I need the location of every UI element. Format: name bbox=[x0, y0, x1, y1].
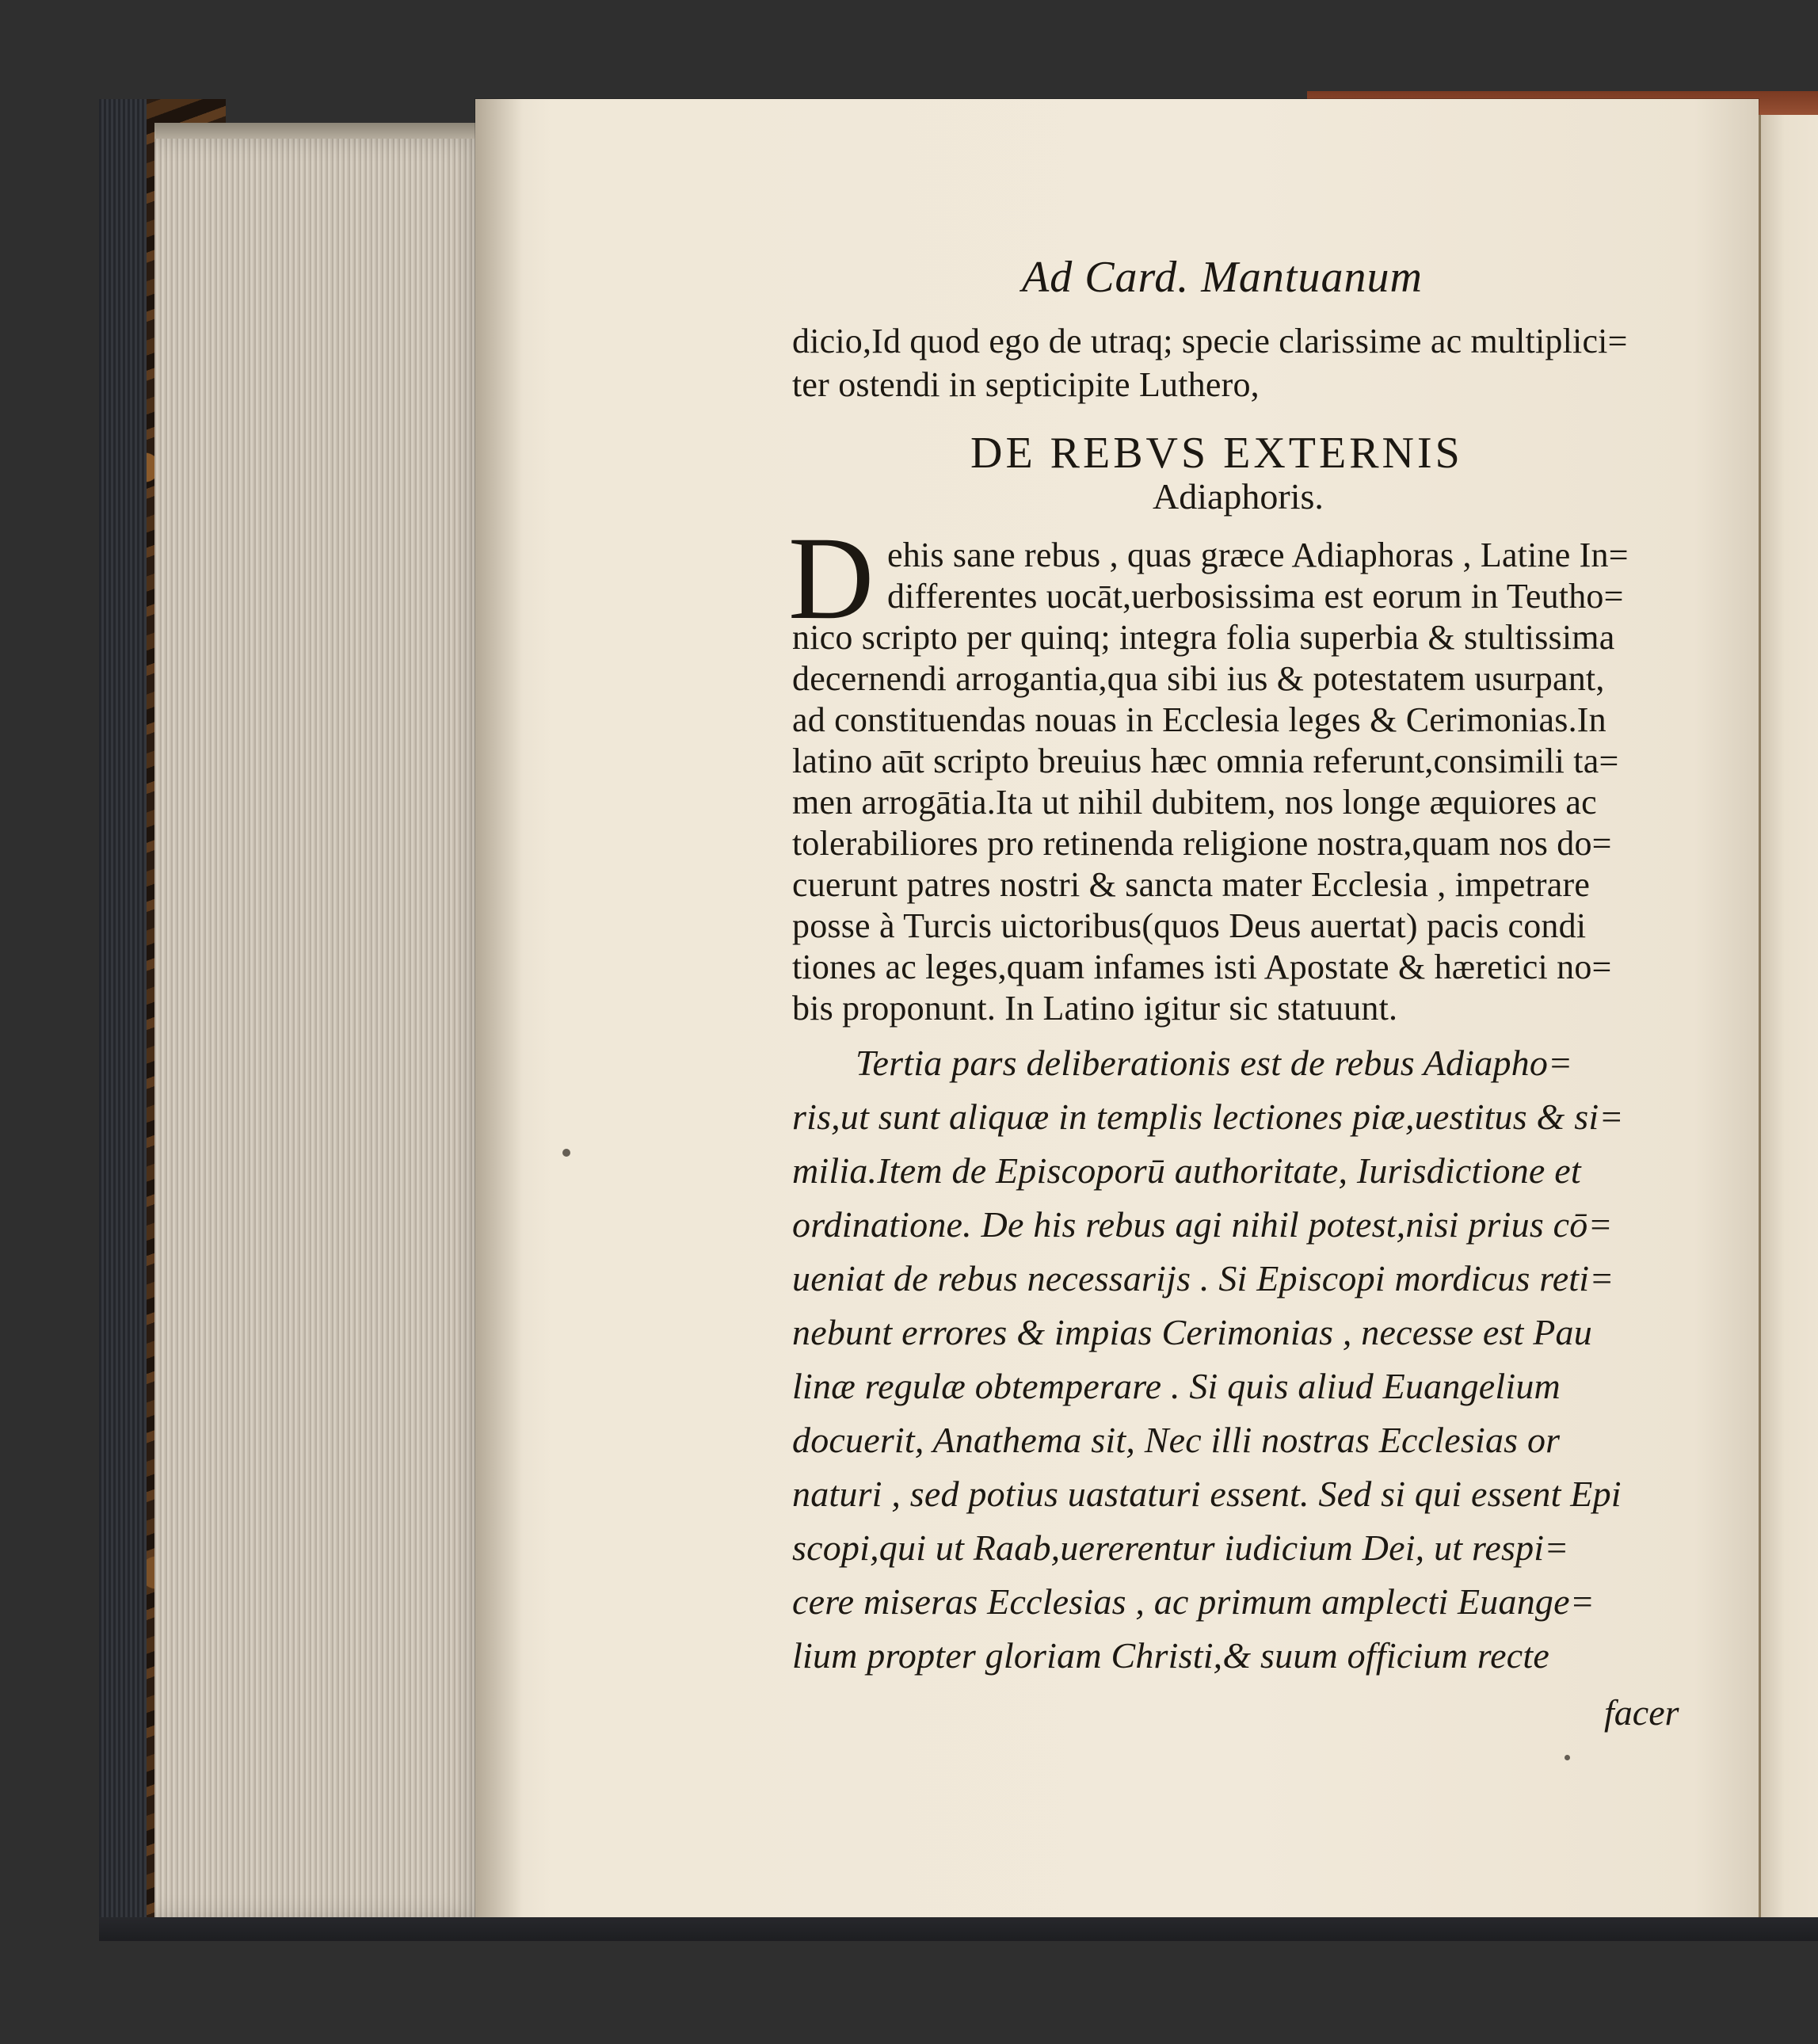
text-line: tiones ac leges,quam infames isti Apostate & hæretici no= bbox=[792, 948, 1612, 986]
catchword: facer bbox=[1604, 1692, 1679, 1733]
text-line: cuerunt patres nostri & sancta mater Ecclesia , impetrare bbox=[792, 865, 1591, 904]
text-line: tolerabiliores pro retinenda religione nostra,quam nos do= bbox=[792, 824, 1612, 863]
drop-cap: D bbox=[788, 513, 875, 644]
text-line: posse à Turcis uictoribus(quos Deus auertat) pacis condi bbox=[792, 906, 1587, 945]
text-line: latino aūt scripto breuius hæc omnia referunt,consimili ta= bbox=[792, 742, 1619, 780]
text-line: linæ regulæ obtemperare . Si quis aliud Euangelium bbox=[792, 1366, 1561, 1406]
section-heading: DE REBVS EXTERNIS bbox=[970, 429, 1463, 478]
text-line: nico scripto per quinq; integra folia superbia & stultissima bbox=[792, 618, 1615, 657]
gutter-shadow bbox=[475, 99, 523, 1933]
text-line: decernendi arrogantia,qua sibi ius & potestatem usurpant, bbox=[792, 659, 1605, 698]
text-line: ris,ut sunt aliquæ in templis lectiones piæ,uestitus & si= bbox=[792, 1096, 1624, 1137]
running-head: Ad Card. Mantuanum bbox=[1022, 253, 1423, 302]
text-line: ordinatione. De his rebus agi nihil potest,nisi prius cō= bbox=[792, 1204, 1613, 1245]
paper-speck bbox=[562, 1149, 570, 1157]
text-line: differentes uocāt,uerbosissima est eorum in Teutho= bbox=[887, 577, 1624, 616]
text-line: cere miseras Ecclesias , ac primum amplecti Euange= bbox=[792, 1581, 1595, 1622]
text-line: nebunt errores & impias Cerimonias , necesse est Pau bbox=[792, 1312, 1592, 1352]
text-line: Tertia pars deliberationis est de rebus Adiapho= bbox=[856, 1043, 1573, 1083]
section-subheading: Adiaphoris. bbox=[1153, 476, 1324, 517]
text-line: ehis sane rebus , quas græce Adiaphoras , Latine In= bbox=[887, 536, 1629, 574]
text-line: naturi , sed potius uastaturi essent. Sed si qui essent Epi bbox=[792, 1474, 1622, 1514]
text-line: scopi,qui ut Raab,uererentur iudicium Dei, ut respi= bbox=[792, 1527, 1569, 1568]
text-line: men arrogātia.Ita ut nihil dubitem, nos longe æquiores ac bbox=[792, 783, 1597, 822]
text-line: lium propter gloriam Christi,& suum officium recte bbox=[792, 1635, 1549, 1676]
text-line: milia.Item de Episcoporū authoritate, Iurisdictione et bbox=[792, 1150, 1581, 1191]
page-block-edges bbox=[154, 139, 487, 1917]
text-line: ter ostendi in septicipite Luthero, bbox=[792, 365, 1260, 404]
facing-page-edge bbox=[1759, 115, 1818, 1921]
cloth-spine-edge bbox=[99, 99, 147, 1941]
text-line: ad constituendas nouas in Ecclesia leges & Cerimonias.In bbox=[792, 700, 1606, 739]
text-line: dicio,Id quod ego de utraq; specie clarissime ac multiplici= bbox=[792, 322, 1628, 360]
text-line: bis proponunt. In Latino igitur sic statuunt. bbox=[792, 989, 1398, 1028]
bottom-cover-edge bbox=[99, 1917, 1818, 1941]
text-line: ueniat de rebus necessarijs . Si Episcopi mordicus reti= bbox=[792, 1258, 1614, 1298]
text-line: docuerit, Anathema sit, Nec illi nostras Ecclesias or bbox=[792, 1420, 1561, 1460]
paper-speck bbox=[1565, 1755, 1570, 1760]
